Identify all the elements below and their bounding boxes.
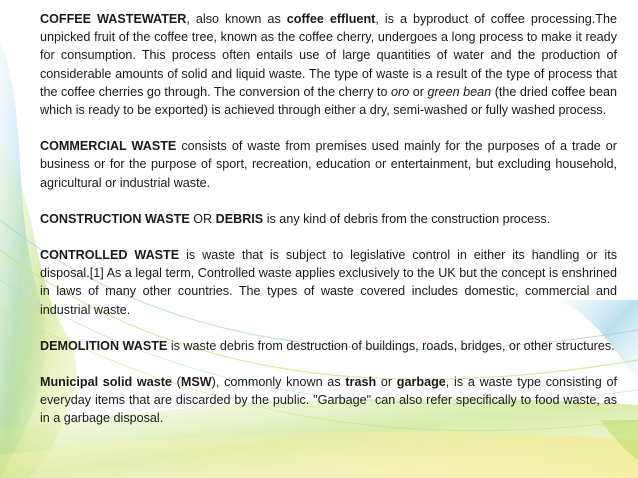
paragraph-coffee-wastewater — [40, 10, 617, 119]
paragraph-text: consists of waste from premises used mainly for the purposes of a trade or business or for the purpose of sport, recreation, education or entertainment, but excluding household, agricultural or industrial waste. — [40, 139, 617, 190]
term-bold: MSW — [180, 375, 212, 390]
term-bold: DEMOLITION WASTE — [40, 338, 168, 353]
paragraph-text: or — [376, 375, 397, 390]
paragraph-text: ), commonly known as — [211, 375, 346, 390]
paragraph-construction-waste — [40, 210, 617, 228]
paragraph-text: (the dried coffee bean which is ready to be exported) is achieved through either a dry, semi-washed or fully washed process. — [40, 84, 618, 118]
paragraph-text: or — [409, 84, 428, 99]
term-bold: CONSTRUCTION WASTE — [40, 211, 190, 226]
term-bold: COMMERCIAL WASTE — [40, 139, 177, 154]
paragraph-text: is any kind of debris from the construction process. — [263, 211, 551, 226]
term-bold: trash — [345, 375, 377, 390]
paragraph-municipal-solid-waste — [40, 373, 617, 428]
term-italic: green bean — [427, 84, 492, 99]
paragraph-text: , is a byproduct of coffee processing.The unpicked fruit of the coffee tree, known as the coffee cherry, undergoes a long process to make it ready for consumption. This process often entails use of large quantities of water and the production of considerable amounts of solid and liquid waste. The type of waste is a result of the type of process that the coffee cherries go through. The conversion of the cherry to — [40, 12, 617, 99]
term-bold: DEBRIS — [215, 211, 264, 226]
paragraph-text: OR — [189, 211, 216, 226]
paragraph-text: , is a waste type consisting of everyday items that are discarded by the public. "Garbage" can also refer specifically to food waste, as in a garbage disposal. — [40, 375, 617, 426]
term-italic: oro — [391, 84, 410, 99]
term-bold: Municipal solid waste — [40, 375, 172, 390]
term-bold: garbage — [396, 375, 446, 390]
paragraph-text: , also known as — [186, 12, 287, 26]
paragraph-text: is waste debris from destruction of buildings, roads, bridges, or other structures. — [167, 338, 615, 353]
paragraph-demolition-waste — [40, 337, 617, 355]
term-bold: CONTROLLED WASTE — [40, 248, 180, 263]
term-bold: COFFEE WASTEWATER — [40, 12, 187, 26]
paragraph-text: ( — [171, 375, 181, 390]
paragraph-commercial-waste — [40, 137, 617, 192]
paragraph-controlled-waste — [40, 246, 617, 319]
paragraph-text: is waste that is subject to legislative control in either its handling or its disposal.[1] As a legal term, Controlled waste applies exclusively to the UK but the concept is enshrined in laws of many other countries. The types of waste covered includes domestic, commercial and industrial waste. — [40, 248, 617, 317]
term-bold: coffee effluent — [286, 12, 376, 26]
document-body — [40, 10, 617, 446]
